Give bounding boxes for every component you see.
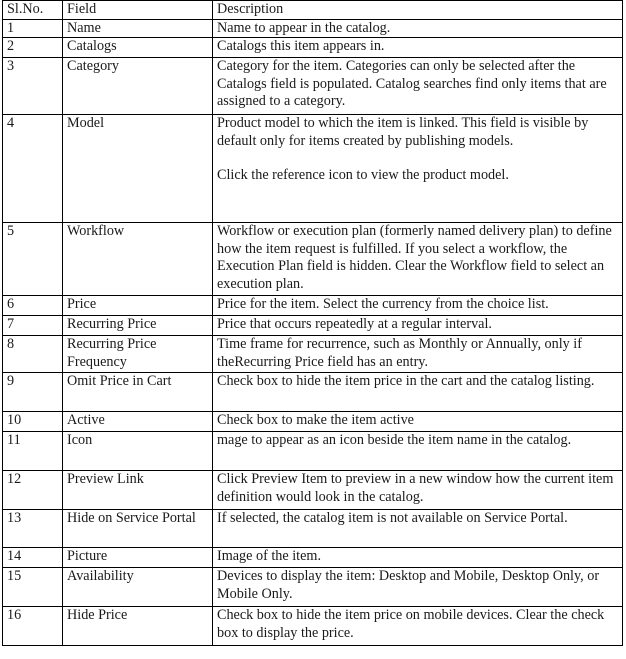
cell-field: Preview Link (63, 471, 213, 510)
table-row (3, 373, 623, 412)
description-paragraph: Click the reference icon to view the product model. (217, 167, 509, 183)
cell-field: Picture (63, 548, 213, 568)
cell-description (213, 58, 623, 115)
cell-field: Category (63, 58, 213, 115)
cell-field: Recurring Price (63, 316, 213, 336)
cell-sl-no: 3 (3, 58, 63, 115)
cell-field: Name (63, 19, 213, 38)
cell-description (213, 412, 623, 432)
cell-description (213, 510, 623, 548)
description-paragraph: Name to appear in the catalog. (217, 19, 391, 36)
table-header-row (3, 1, 623, 20)
description-paragraph: Time frame for recurrence, such as Monthly or Annually, only if theRecurring Price field has an entry. (217, 336, 582, 370)
cell-sl-no: 12 (3, 471, 63, 510)
cell-description (213, 115, 623, 223)
description-paragraph: Category for the item. Categories can only be selected after the Catalogs field is populated. Catalog searches find only items that are assigned to a category. (217, 58, 607, 109)
cell-sl-no: 5 (3, 223, 63, 296)
table-row (3, 296, 623, 316)
header-sl-no: Sl.No. (3, 1, 63, 20)
cell-sl-no: 13 (3, 510, 63, 548)
cell-field: Workflow (63, 223, 213, 296)
description-paragraph: Price that occurs repeatedly at a regular interval. (217, 316, 492, 332)
cell-description (213, 432, 623, 471)
table-row (3, 568, 623, 607)
description-paragraph: Click Preview Item to preview in a new window how the current item definition would look in the catalog. (217, 471, 614, 505)
description-paragraph: mage to appear as an icon beside the item name in the catalog. (217, 432, 572, 448)
table-row (3, 223, 623, 296)
cell-field: Availability (63, 568, 213, 607)
cell-sl-no: 4 (3, 115, 63, 223)
cell-field: Active (63, 412, 213, 432)
cell-description (213, 38, 623, 58)
cell-description (213, 296, 623, 316)
table-row (3, 548, 623, 568)
table-row (3, 471, 623, 510)
cell-description (213, 373, 623, 412)
table-row (3, 412, 623, 432)
header-field: Field (63, 1, 213, 20)
cell-description (213, 336, 623, 373)
cell-description (213, 19, 623, 38)
table-row (3, 19, 623, 38)
cell-field: Price (63, 296, 213, 316)
cell-description (213, 316, 623, 336)
table-body (3, 19, 623, 646)
table-row (3, 38, 623, 58)
description-paragraph: Image of the item. (217, 548, 322, 564)
cell-description (213, 568, 623, 607)
cell-description (213, 223, 623, 296)
table-row (3, 115, 623, 223)
description-paragraph: Price for the item. Select the currency from the choice list. (217, 296, 549, 312)
cell-sl-no: 11 (3, 432, 63, 471)
cell-field: Catalogs (63, 38, 213, 58)
header-description: Description (213, 1, 623, 20)
cell-sl-no: 10 (3, 412, 63, 432)
description-paragraph: Catalogs this item appears in. (217, 38, 385, 54)
description-paragraph: If selected, the catalog item is not available on Service Portal. (217, 510, 568, 526)
cell-field: Model (63, 115, 213, 223)
cell-sl-no: 14 (3, 548, 63, 568)
cell-field: Hide on Service Portal (63, 510, 213, 548)
description-paragraph: Product model to which the item is linked. This field is visible by default only for items created by publishing models. (217, 115, 589, 149)
cell-sl-no: 1 (3, 19, 63, 38)
cell-sl-no: 15 (3, 568, 63, 607)
table-row (3, 58, 623, 115)
description-paragraph: Devices to display the item: Desktop and Mobile, Desktop Only, or Mobile Only. (217, 568, 600, 602)
table-row (3, 432, 623, 471)
table-row (3, 336, 623, 373)
cell-sl-no: 2 (3, 38, 63, 58)
cell-sl-no: 8 (3, 336, 63, 373)
cell-description (213, 471, 623, 510)
cell-field: Omit Price in Cart (63, 373, 213, 412)
table-row (3, 510, 623, 548)
cell-description (213, 607, 623, 646)
cell-sl-no: 16 (3, 607, 63, 646)
table-row (3, 607, 623, 646)
field-description-table (2, 0, 623, 646)
cell-sl-no: 9 (3, 373, 63, 412)
table-row (3, 316, 623, 336)
cell-sl-no: 7 (3, 316, 63, 336)
cell-field: Icon (63, 432, 213, 471)
description-paragraph: Check box to make the item active (217, 412, 414, 428)
description-paragraph: Workflow or execution plan (formerly named delivery plan) to define how the item request is fulfilled. If you select a workflow, the Execution Plan field is hidden. Clear the Workflow field to select an execution plan. (217, 223, 612, 292)
description-paragraph: Check box to hide the item price on mobile devices. Clear the check box to display the price. (217, 607, 605, 641)
cell-field: Recurring Price Frequency (63, 336, 213, 373)
cell-sl-no: 6 (3, 296, 63, 316)
cell-field: Hide Price (63, 607, 213, 646)
cell-description (213, 548, 623, 568)
description-paragraph: Check box to hide the item price in the cart and the catalog listing. (217, 373, 595, 389)
